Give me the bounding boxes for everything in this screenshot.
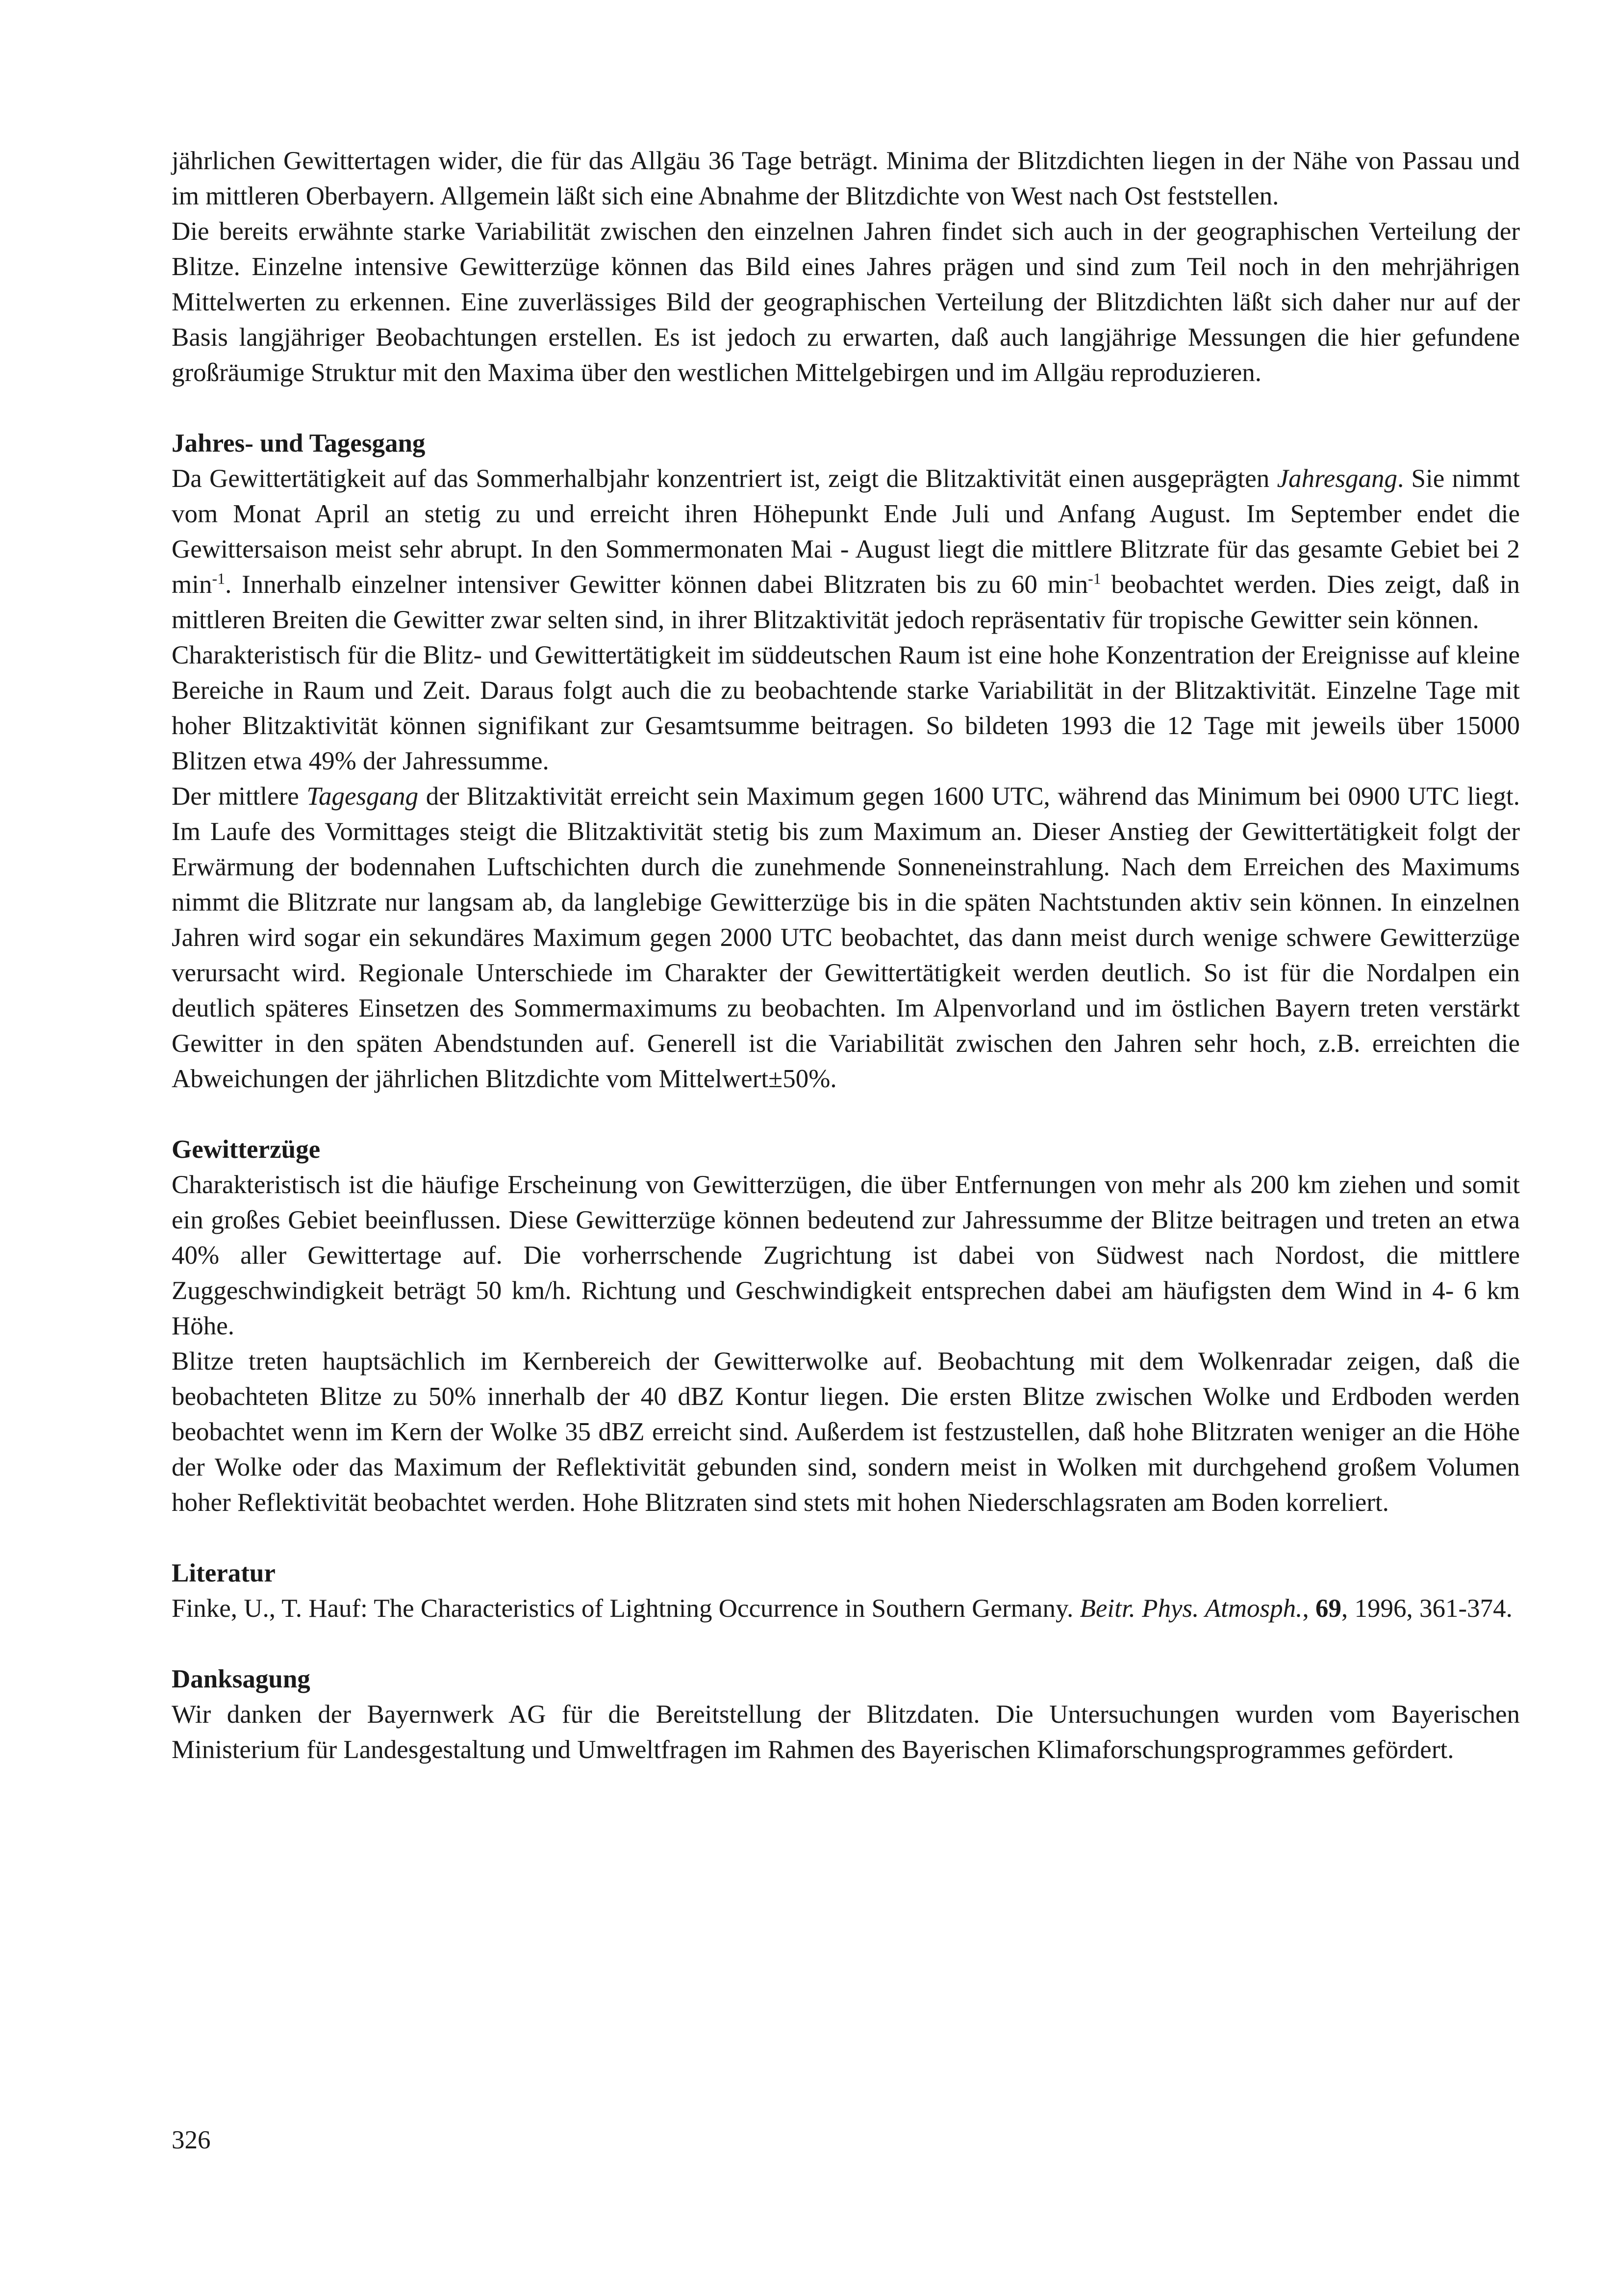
intro-paragraph-2: Die bereits erwähnte starke Variabilität zwischen den einzelnen Jahren findet sich auch in der geographischen Verteilung der Blitze. Einzelne intensive Gewitterzüge können das Bild eines Jahres prägen und sind zum Teil noch in den mehrjährigen Mittelwerten zu erkennen. Eine zuverlässiges Bild der geographischen Verteilung der Blitzdichten läßt sich daher nur auf der Basis langjähriger Beobachtungen erstellen. Es ist jedoch zu erwarten, daß auch langjährige Messungen die hier gefundene großräumige Struktur mit den Maxima über den westlichen Mittelgebirgen und im Allgäu reproduzieren. [172,217,1520,387]
term-tagesgang: Tagesgang [306,782,419,811]
journal-name: Beitr. Phys. Atmosph. [1080,1594,1303,1623]
term-jahresgang: Jahresgang [1277,464,1397,493]
heading-literatur: Literatur [172,1559,276,1587]
gewitterzuege-paragraph-1: Charakteristisch ist die häufige Erscheinung von Gewitterzügen, die über Entfernungen von mehr als 200 km ziehen und somit ein großes Gebiet beeinflussen. Diese Gewitterzüge können bedeutend zur Jahressumme der Blitze beitragen und treten an etwa 40% aller Gewittertage auf. Die vorherrschende Zugrichtung ist dabei von Südwest nach Nordost, die mittlere Zuggeschwindigkeit beträgt 50 km/h. Richtung und Geschwindigkeit entsprechen dabei am häufigsten dem Wind in 4- 6 km Höhe. [172,1171,1520,1340]
jahresgang-paragraph-2: Charakteristisch für die Blitz- und Gewittertätigkeit im süddeutschen Raum ist eine hohe Konzentration der Ereignisse auf kleine Bereiche in Raum und Zeit. Daraus folgt auch die zu beobachtende starke Variabilität in der Blitzaktivität. Einzelne Tage mit hoher Blitzaktivität können signifikant zur Gesamtsumme beitragen. So bildeten 1993 die 12 Tage mit jeweils über 15000 Blitzen etwa 49% der Jahressumme. [172,641,1520,775]
jahresgang-paragraph-1: Da Gewittertätigkeit auf das Sommerhalbjahr konzentriert ist, zeigt die Blitzaktivität einen ausgeprägten Jahresgang. Sie nimmt vom Monat April an stetig zu und erreicht ihren Höhepunkt Ende Juli und Anfang August. Im September endet die Gewittersaison meist sehr abrupt. In den Sommermonaten Mai - August liegt die mittlere Blitzrate für das gesamte Gebiet bei 2 $\min^{-1}$. Innerhalb einzelner intensiver Gewitter können dabei Blitzraten bis zu 60 $\min^{-1}$ beobachtet werden. Dies zeigt, daß in mittleren Breiten die Gewitter zwar selten sind, in ihrer Blitzaktivität jedoch repräsentativ für tropische Gewitter sein können. [172,464,1520,634]
heading-gewitterzuege: Gewitterzüge [172,1135,321,1164]
heading-danksagung: Danksagung [172,1665,310,1693]
body-text [172,143,1520,1767]
superscript: -1 [1088,569,1101,587]
journal-volume: 69 [1315,1594,1341,1623]
jahresgang-paragraph-3: Der mittlere Tagesgang der Blitzaktivität erreicht sein Maximum gegen 1600 UTC, während das Minimum bei 0900 UTC liegt. Im Laufe des Vormittages steigt die Blitzaktivität stetig bis zum Maximum an. Dieser Anstieg der Gewittertätigkeit folgt der Erwärmung der bodennahen Luftschichten durch die zunehmende Sonneneinstrahlung. Nach dem Erreichen des Maximums nimmt die Blitzrate nur langsam ab, da langlebige Gewitterzüge bis in die späten Nachtstunden aktiv sein können. In einzelnen Jahren wird sogar ein sekundäres Maximum gegen 2000 UTC beobachtet, das dann meist durch wenige schwere Gewitterzüge verursacht wird. Regionale Unterschiede im Charakter der Gewittertätigkeit werden deutlich. So ist für die Nordalpen ein deutlich späteres Einsetzen des Sommermaximums zu beobachten. Im Alpenvorland und im östlichen Bayern treten verstärkt Gewitter in den späten Abendstunden auf. Generell ist die Variabilität zwischen den Jahren sehr hoch, z.B. erreichten die Abweichungen der jährlichen Blitzdichte vom Mittelwert±50%. [172,782,1520,1093]
danksagung-paragraph: Wir danken der Bayernwerk AG für die Bereitstellung der Blitzdaten. Die Untersuchungen wurden vom Bayerischen Ministerium für Landesgestaltung und Umweltfragen im Rahmen des Bayerischen Klimaforschungsprogrammes gefördert. [172,1700,1520,1764]
superscript: -1 [212,569,226,587]
reference-entry: Finke, U., T. Hauf: The Characteristics of Lightning Occurrence in Southern Germany. Beitr. Phys. Atmosph., 69, 1996, 361-374. [172,1594,1513,1623]
gewitterzuege-paragraph-2: Blitze treten hauptsächlich im Kernbereich der Gewitterwolke auf. Beobachtung mit dem Wolkenradar zeigen, daß die beobachteten Blitze zu 50% innerhalb der 40 dBZ Kontur liegen. Die ersten Blitze zwischen Wolke und Erdboden werden beobachtet wenn im Kern der Wolke 35 dBZ erreicht sind. Außerdem ist festzustellen, daß hohe Blitzraten weniger an die Höhe der Wolke oder das Maximum der Reflektivität gebunden sind, sondern meist in Wolken mit durchgehend großem Volumen hoher Reflektivität beobachtet werden. Hohe Blitzraten sind stets mit hohen Niederschlagsraten am Boden korreliert. [172,1347,1520,1517]
heading-jahres-und-tagesgang: Jahres- und Tagesgang [172,429,426,458]
page-number: 326 [172,2126,211,2154]
intro-paragraph-1: jährlichen Gewittertagen wider, die für das Allgäu 36 Tage beträgt. Minima der Blitzdichten liegen in der Nähe von Passau und im mittleren Oberbayern. Allgemein läßt sich eine Abnahme der Blitzdichte von West nach Ost feststellen. [172,147,1520,210]
